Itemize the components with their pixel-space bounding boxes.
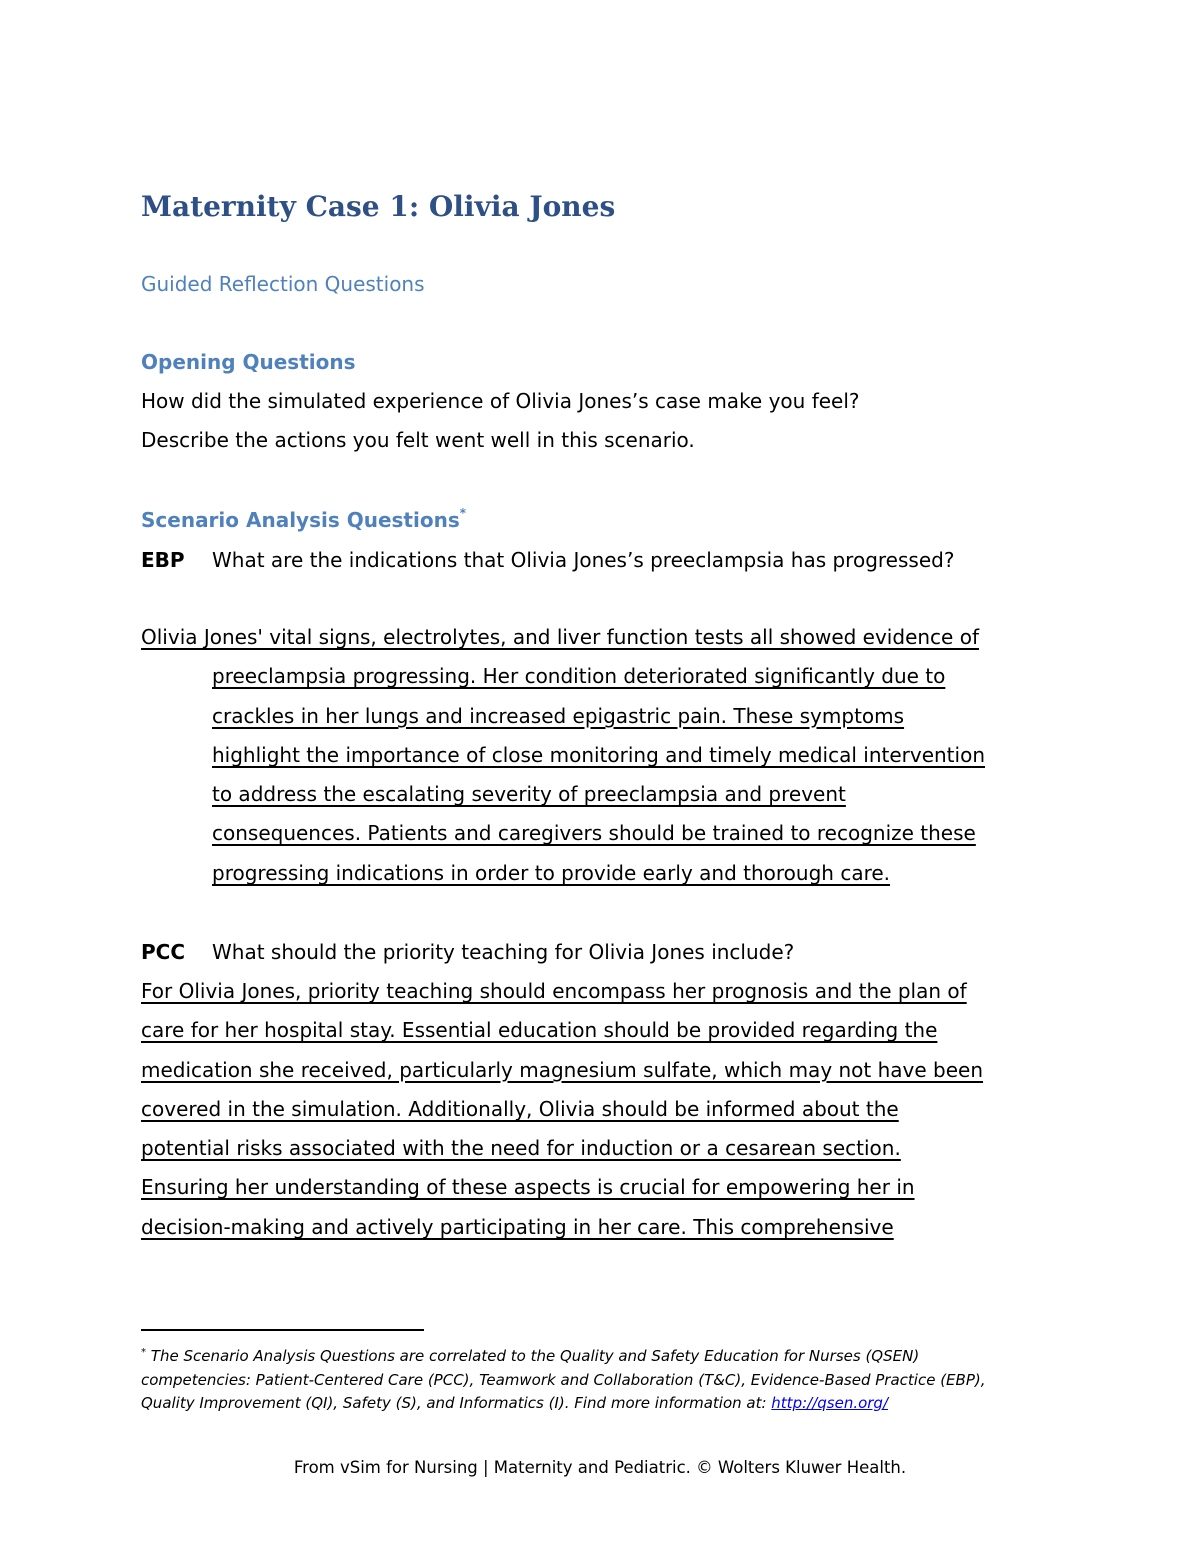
qsen-link[interactable]: http://qsen.org/	[771, 1394, 889, 1412]
ebp-answer-line: Olivia Jones' vital signs, electrolytes, and liver function tests all showed evidence of	[141, 625, 979, 649]
pcc-answer-line: medication she received, particularly magnesium sulfate, which may not have been	[141, 1057, 984, 1082]
pcc-answer-line: care for her hospital stay. Essential education should be provided regarding the	[141, 1018, 938, 1043]
pcc-answer	[141, 972, 983, 1247]
footnote-separator	[141, 1329, 424, 1331]
section-heading: Guided Reflection Questions	[141, 272, 425, 296]
pcc-answer-line: decision-making and actively participating in her care. This comprehensive	[141, 1214, 894, 1239]
footnote-text: The Scenario Analysis Questions are correlated to the Quality and Safety Education for Nurses (QSEN)	[150, 1347, 920, 1365]
ebp-question: What are the indications that Olivia Jones’s preeclampsia has progressed?	[212, 548, 955, 572]
pcc-question-row	[141, 940, 794, 964]
opening-question-2: Describe the actions you felt went well in this scenario.	[141, 428, 695, 452]
ebp-answer-line: highlight the importance of close monitoring and timely medical intervention	[212, 742, 985, 767]
scenario-analysis-heading	[141, 508, 466, 532]
ebp-tag: EBP	[141, 548, 185, 572]
footnote	[141, 1341, 1061, 1416]
pcc-answer-line: potential risks associated with the need for induction or a cesarean section.	[141, 1136, 901, 1161]
opening-question-1: How did the simulated experience of Olivia Jones’s case make you feel?	[141, 389, 860, 413]
ebp-answer	[141, 618, 985, 893]
document-title: Maternity Case 1: Olivia Jones	[141, 190, 616, 223]
footnote-marker: *	[459, 506, 467, 521]
ebp-answer-line: preeclampsia progressing. Her condition deteriorated significantly due to	[212, 664, 946, 689]
pcc-answer-line: Ensuring her understanding of these aspects is crucial for empowering her in	[141, 1175, 915, 1200]
opening-questions-heading: Opening Questions	[141, 350, 356, 374]
ebp-answer-line: consequences. Patients and caregivers should be trained to recognize these	[212, 821, 976, 846]
ebp-answer-line: crackles in her lungs and increased epigastric pain. These symptoms	[212, 703, 905, 728]
footnote-marker-ref: *	[141, 1347, 146, 1358]
footnote-line-1	[141, 1341, 1061, 1369]
ebp-answer-line: progressing indications in order to provide early and thorough care.	[212, 860, 891, 885]
footnote-line-2: competencies: Patient-Centered Care (PCC), Teamwork and Collaboration (T&C), Evidence-Based Practice (EBP),	[141, 1370, 986, 1389]
footnote-line-3	[141, 1392, 1061, 1416]
ebp-answer-line: to address the escalating severity of preeclampsia and prevent	[212, 782, 846, 807]
page-footer: From vSim for Nursing | Maternity and Pediatric. © Wolters Kluwer Health.	[293, 1458, 907, 1477]
pcc-answer-line: covered in the simulation. Additionally, Olivia should be informed about the	[141, 1096, 899, 1121]
pcc-answer-line: For Olivia Jones, priority teaching should encompass her prognosis and the plan of	[141, 979, 967, 1003]
footnote-text: Quality Improvement (QI), Safety (S), and Informatics (I). Find more information at:	[141, 1394, 772, 1412]
ebp-question-row	[141, 548, 954, 572]
pcc-tag: PCC	[141, 940, 186, 964]
scenario-analysis-heading-text: Scenario Analysis Questions	[141, 508, 460, 532]
pcc-question: What should the priority teaching for Olivia Jones include?	[212, 940, 795, 964]
